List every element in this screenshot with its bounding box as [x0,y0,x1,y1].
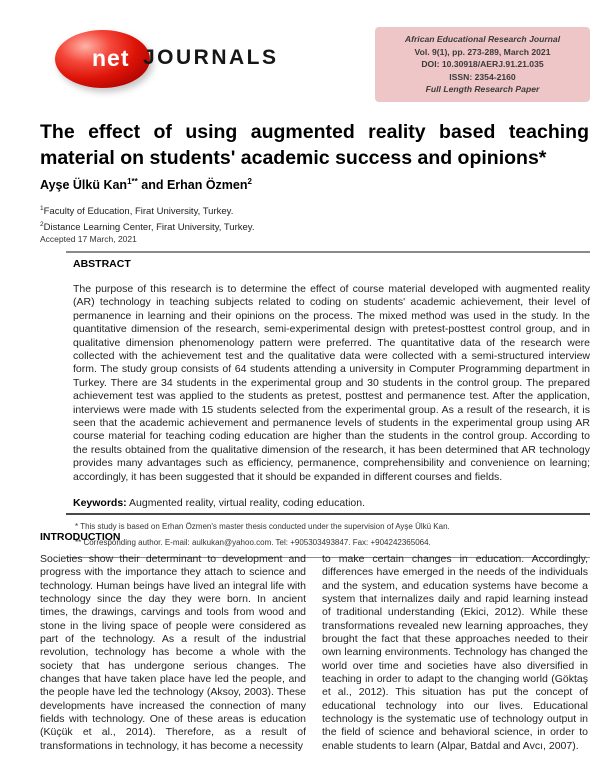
intro-column-right: to make certain changes in education. Accordingly, differences have emerged in the needs of the individuals and the system, and education systems have become a system that internalizes daily and rapid learning instead of traditional understanding (Ekici, 2012). While these transformations revealed new learning approaches, they brought the fact that these approaches needed to their own learning environments. Technology has changed the world over time and societies have also diversified in teaching in order to adapt to the changing world (Göktaş et al., 2012). This situation has put the concept of educational technology into our lives. Educational technology is the systematic use of technology output in the field of science and behavioral science, in order to enable students to learn (Alpar, Batdal and Avcı, 2007). [322,553,588,752]
journal-name: African Educational Research Journal [404,34,561,44]
affiliation-2-superscript: 2 [40,220,44,228]
affiliation-1-text: Faculty of Education, Firat University, Turkey. [43,206,234,218]
author-1-superscript: 1** [127,177,138,186]
affiliation-2 [40,219,254,235]
footnote-study-basis: * This study is based on Erhan Özmen's master thesis conducted under the supervision of Ayşe Ülkü Kan. [75,522,450,532]
affiliations-block [40,203,254,234]
introduction-heading: INTRODUCTION [40,531,121,543]
issn-line: ISSN: 2354-2160 [449,71,516,82]
affiliation-1-superscript: 1 [40,205,44,212]
author-2-superscript: 2 [247,177,252,186]
intro-column-left: Societies show their determinant to development and progress with the importance they attach to science and technology. Human beings have lived an integral life with technology since the day they were born. In ancient times, the drawings, carvings and tools from wood and stone in the living space of people were considered as part of the technology. As a result of the industrial revolution, technology has become a whole with the society that has undergone serious changes. The changes that have taken place have led the people, and the people have led the technology (Aksoy, 2003). These developments have increased the connection of many fields with technology. One of these areas is education (Küçük et al., 2014). Therefore, as a result of transformations in technology, it has become a necessity [40,553,306,752]
journal-info-box [375,27,590,102]
abstract-body: The purpose of this research is to determine the effect of course material developed with augmented reality (AR) technology in teaching subjects related to coding on students' academic achievement, their level of permanence in learning and their opinions on the process. The mixed method was used in the study. In the quantitative dimension of the research, semi-experimental design with pretest-posttest control group, and in qualitative dimension phenomenology pattern were preferred. The quantitative data of the research were collected with the achievement test and the qualitative data were collected with a semi-structured interview form. The study group consists of 64 students attending a university in Computer Programming department in Turkey. There are 34 students in the experimental group and 30 students in the control group. The prepared achievement test was applied to the students as pretest, posttest and permanence test. After the application, interviews were made with 15 students selected from the experimental group. As a result of the research, it is seen that the academic achievement and permanence levels of students in the experimental group using AR course material for teaching coding education are higher than the students in the control group. According to the results obtained from the qualitative dimension of the research, it has been determined that AR technology provides many advantages such as efficiency, permanence, comprehensibility and convenience on learning; accordingly, it has been suggested that it should be expanded in different courses and fields. [73,283,590,483]
accepted-date: Accepted 17 March, 2021 [40,234,137,244]
logo-journals-text: JOURNALS [143,46,279,69]
paper-title [40,119,589,171]
affiliation-1 [40,203,254,219]
logo-net-text: net [92,45,130,71]
keywords-label: Keywords: [73,497,127,510]
paper-type-label: Full Length Research Paper [425,84,540,95]
paper-title-line-1: The effect of using augmented reality based teaching [40,121,589,143]
abstract-heading: ABSTRACT [73,258,131,270]
introduction-columns [40,553,588,753]
keywords-text: Augmented reality, virtual reality, coding education. [126,497,366,510]
author-2-name: Erhan Özmen [166,178,248,193]
authors-connector: and [137,178,167,193]
volume-issue-line: Vol. 9(1), pp. 273-289, March 2021 [414,46,551,57]
paper-title-line-2: material on students' academic success and opinions* [40,147,547,169]
keywords-line [66,497,590,515]
footnote-corresponding-author: ** Corresponding author. E-mail: aulkukan@yahoo.com. Tel: +905303493847. Fax: +904242365064. [75,538,431,548]
authors-line [40,177,252,192]
author-1-name: Ayşe Ülkü Kan [40,178,128,193]
affiliation-2-text: Distance Learning Center, Firat University, Turkey. [43,221,255,233]
footnotes-block [66,515,590,558]
abstract-section [66,251,590,558]
doi-line: DOI: 10.30918/AERJ.91.21.035 [421,59,544,70]
